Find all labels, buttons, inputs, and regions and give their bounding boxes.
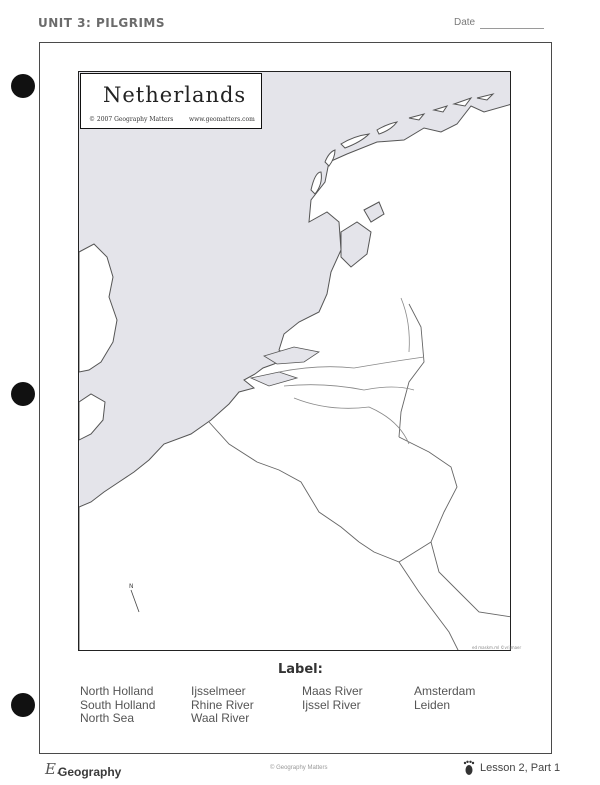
label-column-3 [302, 685, 363, 712]
map-website: www.geomatters.com [189, 116, 255, 123]
unit-title: UNIT 3: PILGRIMS [38, 16, 165, 30]
lesson-label: Lesson 2, Part 1 [480, 762, 561, 774]
label-heading: Label: [278, 662, 323, 677]
label-item: Leiden [414, 697, 451, 712]
date-label: Date [454, 17, 476, 28]
label-column-1 [80, 685, 155, 726]
geography-logo-icon: E. [45, 760, 61, 778]
label-item: Amsterdam [414, 684, 476, 698]
label-column-2 [191, 685, 254, 726]
footer-copyright: © Geography Matters [270, 765, 328, 771]
label-item: North Holland [80, 684, 154, 698]
map-title: Netherlands [103, 83, 247, 107]
label-item: South Holland [80, 697, 156, 712]
footprint-icon [463, 760, 475, 776]
label-item: Ijsselmeer [191, 684, 246, 698]
date-line[interactable] [480, 28, 544, 29]
map-drawing [79, 72, 511, 651]
label-item: North Sea [80, 711, 135, 725]
label-item: Ijssel River [302, 697, 361, 712]
footer-brand: Geography [58, 765, 122, 779]
binder-hole-icon [11, 693, 35, 717]
binder-hole-icon [11, 382, 35, 406]
label-item: Rhine River [191, 697, 254, 712]
map-copyright: © 2007 Geography Matters [89, 116, 174, 123]
map-title-box [80, 73, 262, 129]
map-credit: ed maskm.ml ©vrijmaer [472, 645, 522, 650]
label-item: Waal River [191, 711, 250, 725]
label-column-4 [414, 685, 475, 712]
svg-text:N: N [129, 583, 134, 590]
netherlands-map [78, 71, 511, 651]
label-item: Maas River [302, 684, 363, 698]
binder-hole-icon [11, 74, 35, 98]
